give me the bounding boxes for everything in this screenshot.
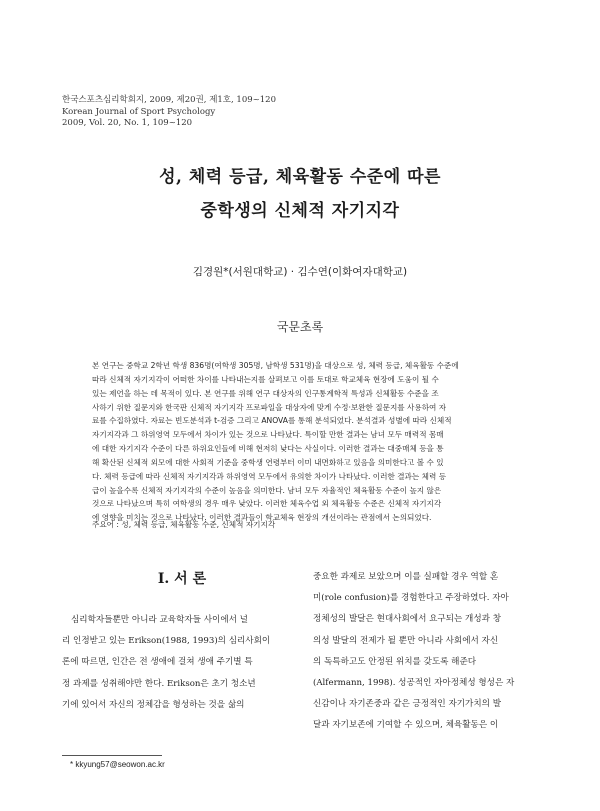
body-line: 리 인정받고 있는 Erikson(1988, 1993)의 심리사회이: [62, 636, 271, 647]
body-line: 의성 발달의 전제가 될 뿐만 아니라 사회에서 자신: [313, 635, 499, 646]
title-line-1: 성, 체력 등급, 체육활동 수준에 따른: [159, 167, 441, 187]
body-column-left: [62, 610, 310, 716]
abstract-line: 따라 신체적 자기지각이 어떠한 차이를 나타내는지를 살펴보고 이를 토대로 학교체육 현장에 도움이 될 수: [92, 374, 439, 384]
body-line: 의 독특하고도 안정된 위치를 갖도록 해준다: [313, 656, 477, 667]
abstract-line: 자기지각과 그 하위영역 모두에서 차이가 있는 것으로 나타났다. 특이할 만한 결과는 남녀 모두 매력적 몸매: [92, 430, 444, 440]
abstract-line: 료를 수집하였다. 자료는 빈도분석과 t-검증 그리고 ANOVA를 통해 분석되었다. 분석결과 성별에 따라 신체적: [92, 416, 452, 426]
journal-citation-english: 2009, Vol. 20, No. 1, 109~120: [62, 118, 193, 128]
body-line: 정체성의 발달은 현대사회에서 요구되는 개성과 창: [313, 614, 501, 625]
abstract-line: 본 연구는 중학교 2학년 학생 836명(여학생 305명, 남학생 531명)을 대상으로 성, 체력 등급, 체육활동 수준에: [92, 361, 459, 370]
abstract-line: 에 영향을 미치는 것으로 나타났다. 이러한 결과들이 학교체육 현장의 개선이라는 관점에서 논의되었다.: [92, 513, 432, 523]
footnote-email: * kkyung57@seowon.ac.kr: [70, 760, 165, 769]
body-line: 달과 자기보존에 기여할 수 있으며, 체육활동은 이: [313, 720, 499, 731]
abstract-line: 다. 체력 등급에 따라 신체적 자기지각과 하위영역 모두에서 유의한 차이가 나타났다. 이러한 결과는 체력 등: [92, 471, 447, 481]
title-line-2: 중학생의 신체적 자기지각: [200, 201, 400, 221]
body-line: 중요한 과제로 보았으며 이를 실패할 경우 역할 혼: [313, 572, 499, 582]
body-line: (Alfermann, 1998). 성공적인 자아정체성 형성은 자: [313, 678, 515, 689]
abstract-line: 에 대한 자기지각 수준이 다른 하위요인들에 비해 현저히 낮다는 사실이다. 이러한 결과는 대중매체 등을 통: [92, 444, 444, 454]
body-line: 심리학자들뿐만 아니라 교육학자들 사이에서 널: [71, 615, 248, 625]
body-line: 기에 있어서 자신의 정체감을 형성하는 것을 삶의: [62, 699, 245, 710]
abstract-line: 급이 높을수록 신체적 자기지각의 수준이 높음을 의미한다. 남녀 모두 자율적인 체육활동 수준이 높지 않은: [92, 485, 442, 495]
body-line: 론에 따르면, 인간은 전 생애에 걸쳐 생애 주기별 특: [62, 657, 253, 668]
journal-name-english: Korean Journal of Sport Psychology: [62, 106, 216, 117]
footnote-divider: [62, 755, 162, 756]
section-heading-introduction: Ⅰ. 서 론: [157, 571, 207, 587]
body-line: 신감이나 자기존중과 같은 긍정적인 자기가치의 발: [313, 699, 501, 710]
keywords: 주요어 : 성, 체력 등급, 체육활동 수준, 신체적 자기지각: [92, 520, 276, 529]
abstract-line: 사하기 위한 질문지와 한국판 신체적 자기지각 프로파일을 대상자에 맞게 수정·보완한 질문지를 사용하여 자: [92, 402, 447, 412]
journal-citation-korean: 한국스포츠심리학회지, 2009, 제20권, 제1호, 109~120: [62, 95, 276, 105]
body-line: 미(role confusion)를 경험한다고 주장하였다. 자아: [313, 593, 509, 604]
abstract-line: 있는 제언을 하는 데 목적이 있다. 본 연구를 위해 연구 대상자의 인구통계학적 특성과 신체활동 수준을 조: [92, 388, 439, 398]
abstract-heading: 국문초록: [276, 320, 324, 334]
journal-info: [62, 95, 276, 130]
authors: 김경원*(서원대학교) · 김수연(이화여자대학교): [192, 266, 408, 278]
abstract-line: 것으로 나타났으며 특히 여학생의 경우 매우 낮았다. 이러한 체육수업 외 체육활동 수준은 신체적 자기지각: [92, 499, 442, 509]
body-column-right: [313, 567, 545, 737]
abstract-body: [92, 359, 516, 525]
abstract-line: 해 확산된 신체적 외모에 대한 사회적 기준을 중학생 연령부터 이미 내면화하고 있음을 의미한다고 볼 수 있: [92, 457, 444, 467]
body-line: 정 과제를 성취해야만 한다. Erikson은 초기 청소년: [62, 678, 256, 689]
paper-title: [0, 160, 600, 228]
